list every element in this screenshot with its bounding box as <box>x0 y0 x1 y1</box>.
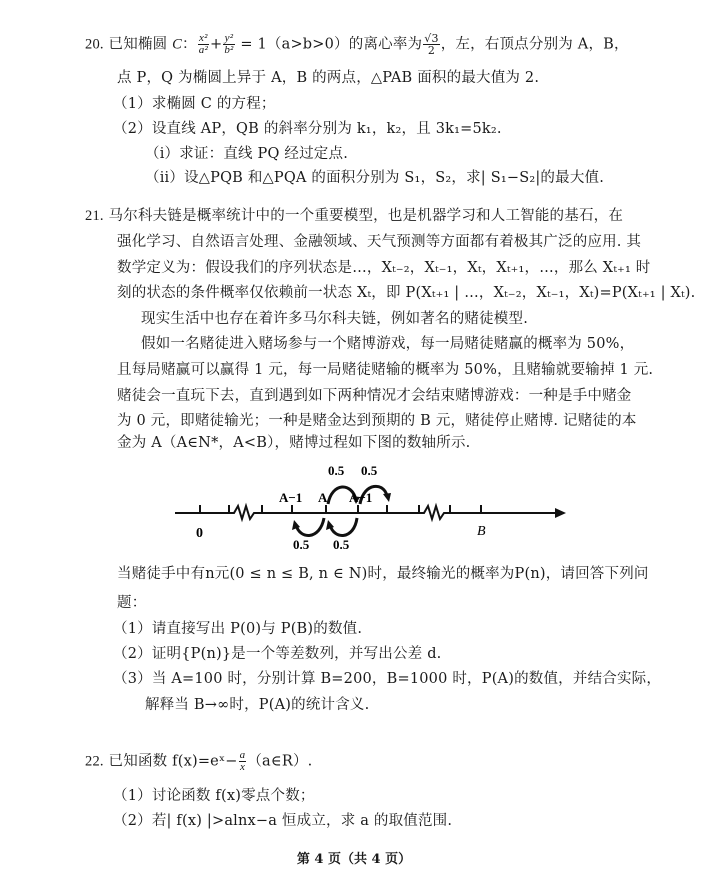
q21-part3-line-1: （3）当 A=100 时，分别计算 B=200，B=1000 时，P(A)的数值，并结合实际， <box>113 671 662 687</box>
arc-a-to-a-minus-1 <box>296 518 324 535</box>
q21-line-9: 为 0 元，即赌徒输光；一种是赌金达到预期的 B 元，赌徒停止赌博. 记赌徒的本 <box>117 413 637 429</box>
q22-number: 22. <box>85 753 104 770</box>
prob-lose-1: 0.5 <box>293 537 310 552</box>
q21-number: 21. <box>85 208 104 224</box>
label-a-minus-1: A−1 <box>279 490 303 505</box>
q22-stem-suffix: （a∈R）. <box>247 753 313 770</box>
q21-line-7: 且每局赌赢可以赢得 1 元，每一局赌徒赌输的概率为 50%，且赌输就要输掉 1 元. <box>117 362 654 378</box>
label-a-plus-1: A+1 <box>349 490 373 505</box>
prob-win-1: 0.5 <box>328 463 345 478</box>
q22-stem <box>85 750 312 773</box>
q20-part2-i: （i）求证：直线 PQ 经过定点. <box>145 146 349 162</box>
q22-part1: （1）讨论函数 f(x)零点个数； <box>113 788 315 804</box>
page-footer: 第 4 页（共 4 页） <box>296 852 412 867</box>
q20-ellipse-name: C <box>172 36 183 53</box>
q22-stem-prefix: 已知函数 f(x)=eˣ− <box>108 753 238 770</box>
q20-stem-suffix: ，左，右顶点分别为 A，B， <box>440 36 629 53</box>
q20-number: 20. <box>85 36 104 53</box>
q20-frac-x: $\frac{\text{x²}}{\text{a²}}$ <box>198 32 208 56</box>
arc-a-plus-1-to-a <box>330 518 357 535</box>
q21-line-2: 强化学习、自然语言处理、金融领域、天气预测等方面都有着极其广泛的应用. 其 <box>117 234 642 250</box>
q21-line-10: 金为 A（A∈N*，A<B），赌博过程如下图的数轴所示. <box>117 435 471 451</box>
q21-part3-line-2: 解释当 B→∞时，P(A)的统计含义. <box>145 697 370 713</box>
q20-part1: （1）求椭圆 C 的方程； <box>113 96 276 112</box>
prob-lose-2: 0.5 <box>333 537 350 552</box>
label-b: B <box>477 524 486 539</box>
q21-line-1: 21. 马尔科夫链是概率统计中的一个重要模型，也是机器学习和人工智能的基石，在 <box>85 208 624 224</box>
q20-stem-line-2: 点 P，Q 为椭圆上异于 A，B 的两点，△PAB 面积的最大值为 2. <box>117 70 540 86</box>
q21-line-4: 刻的状态的条件概率仅依赖前一状态 Xₜ，即 P(Xₜ₊₁ | …，Xₜ₋₂，Xₜ₋₁，Xₜ)=P(Xₜ₊₁ | Xₜ). <box>117 285 696 301</box>
q21-after-2: 题： <box>117 595 147 611</box>
q22-part2: （2）若| f(x) |>alnx−a 恒成立，求 a 的取值范围. <box>113 813 453 829</box>
q21-after-1: 当赌徒手中有n元(0 ≤ n ≤ B, n ∈ N)时，最终输光的概率为P(n)，请回答下列问 <box>117 566 649 582</box>
label-zero: 0 <box>196 526 203 541</box>
q20-part2: （2）设直线 AP，QB 的斜率分别为 k₁，k₂，且 3k₁=5k₂. <box>113 121 502 137</box>
q20-part2-ii: （ii）设△PQB 和△PQA 的面积分别为 S₁，S₂，求| S₁−S₂|的最大值. <box>145 170 605 186</box>
q20-eq-rest: = 1（a>b>0）的离心率为 <box>235 36 423 53</box>
q20-eccentricity: $\frac{√3}{2}$ <box>424 32 439 57</box>
label-a: A <box>318 490 328 505</box>
q21-line-5: 现实生活中也存在着许多马尔科夫链，例如著名的赌徒模型. <box>141 311 529 327</box>
q21-part2: （2）证明{P(n)}是一个等差数列，并写出公差 d. <box>113 646 442 662</box>
q20-frac-y: $\frac{\text{y²}}{\text{b²}}$ <box>224 32 234 56</box>
prob-win-2: 0.5 <box>361 463 378 478</box>
q21-line-8: 赌徒会一直玩下去，直到遇到如下两种情况才会结束赌博游戏：一种是手中赌金 <box>117 388 632 404</box>
q21-part1: （1）请直接写出 P(0)与 P(B)的数值. <box>113 621 363 637</box>
q21-line-6: 假如一名赌徒进入赌场参与一个赌博游戏，每一局赌徒赌赢的概率为 50%， <box>141 336 635 352</box>
q20-stem-prefix: 已知椭圆 <box>108 36 168 53</box>
q22-frac: $\frac{a}{x}$ <box>239 749 246 773</box>
q21-line-3: 数学定义为：假设我们的序列状态是…，Xₜ₋₂，Xₜ₋₁，Xₜ，Xₜ₊₁，…，那么 Xₜ₊₁ 时 <box>117 260 651 276</box>
q20-stem-line-1: 20. 已知椭圆 C： $\frac{\text{x²}}{\text{a²}}$ + $\frac{\text{y²}}{\text{b²}}$ = 1（a>b>0）的离心率为 $\frac{√3}{2}$ ，左，右顶点分别为 A，B， <box>85 32 629 57</box>
